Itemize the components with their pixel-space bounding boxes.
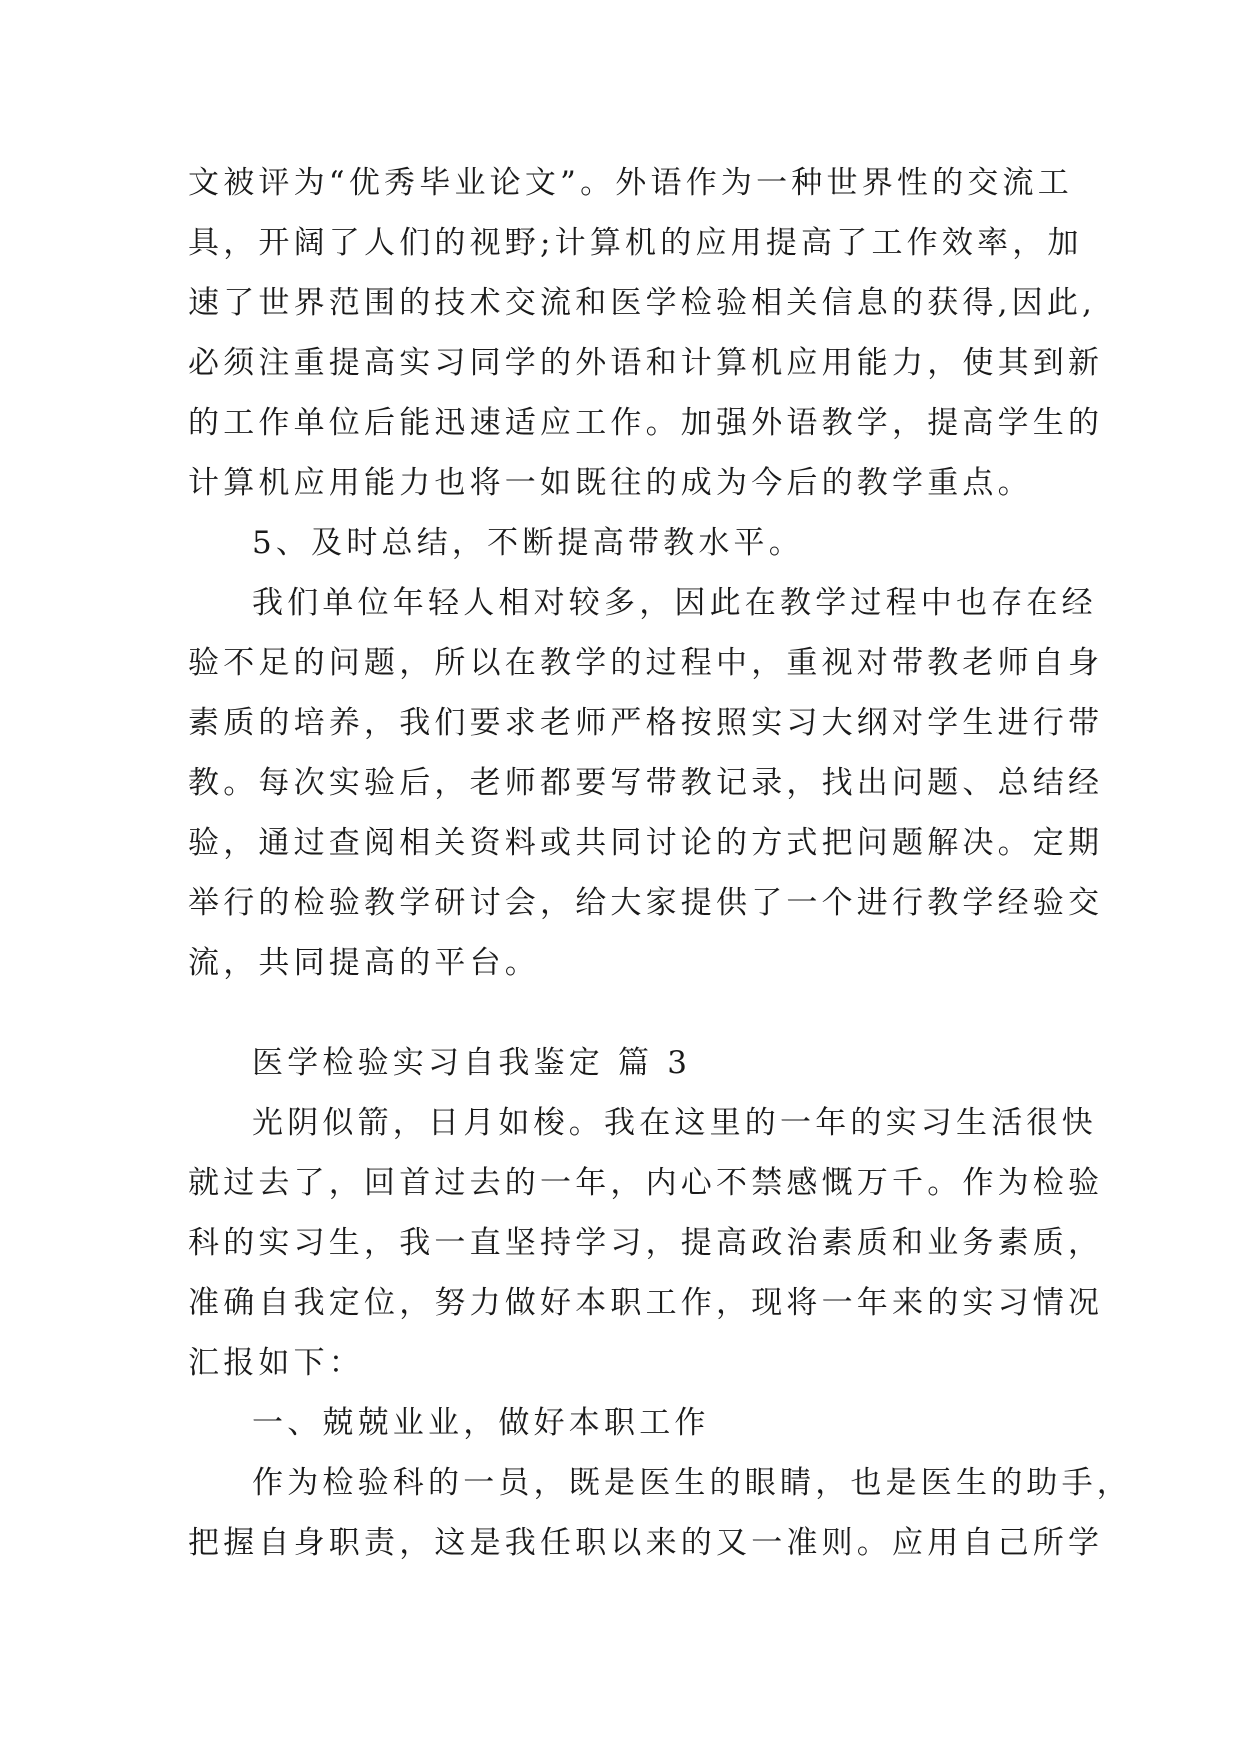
text-line: 汇报如下：	[188, 1345, 364, 1381]
text-line: 的工作单位后能迅速适应工作。加强外语教学，提高学生的	[188, 405, 1104, 441]
text-line: 科的实习生，我一直坚持学习，提高政治素质和业务素质，	[188, 1225, 1104, 1261]
text-line: 流，共同提高的平台。	[188, 945, 540, 981]
text-line: 我们单位年轻人相对较多，因此在教学过程中也存在经	[252, 585, 1097, 621]
text-line: 计算机应用能力也将一如既往的成为今后的教学重点。	[188, 465, 1033, 501]
text-line: 就过去了，回首过去的一年，内心不禁感慨万千。作为检验	[188, 1165, 1104, 1201]
text-line: 举行的检验教学研讨会，给大家提供了一个进行教学经验交	[188, 885, 1104, 921]
text-line: 文被评为“优秀毕业论文”。外语作为一种世界性的交流工	[188, 165, 1073, 201]
text-line: 速了世界范围的技术交流和医学检验相关信息的获得,因此,	[188, 285, 1097, 321]
section-heading: 5、及时总结，不断提高带教水平。	[252, 525, 804, 561]
text-line: 准确自我定位，努力做好本职工作，现将一年来的实习情况	[188, 1285, 1104, 1321]
text-line: 验不足的问题，所以在教学的过程中，重视对带教老师自身	[188, 645, 1104, 681]
section-heading: 一、兢兢业业，做好本职工作	[252, 1405, 710, 1441]
text-line: 教。每次实验后，老师都要写带教记录，找出问题、总结经	[188, 765, 1104, 801]
text-line: 作为检验科的一员，既是医生的眼睛，也是医生的助手，	[252, 1465, 1132, 1501]
text-line: 验，通过查阅相关资料或共同讨论的方式把问题解决。定期	[188, 825, 1104, 861]
text-line: 把握自身职责，这是我任职以来的又一准则。应用自己所学	[188, 1525, 1104, 1561]
text-line: 具，开阔了人们的视野;计算机的应用提高了工作效率，加	[188, 225, 1083, 261]
article-title: 医学检验实习自我鉴定 篇 3	[252, 1045, 692, 1081]
text-line: 素质的培养，我们要求老师严格按照实习大纲对学生进行带	[188, 705, 1104, 741]
text-line: 光阴似箭，日月如梭。我在这里的一年的实习生活很快	[252, 1105, 1097, 1141]
text-line: 必须注重提高实习同学的外语和计算机应用能力，使其到新	[188, 345, 1104, 381]
